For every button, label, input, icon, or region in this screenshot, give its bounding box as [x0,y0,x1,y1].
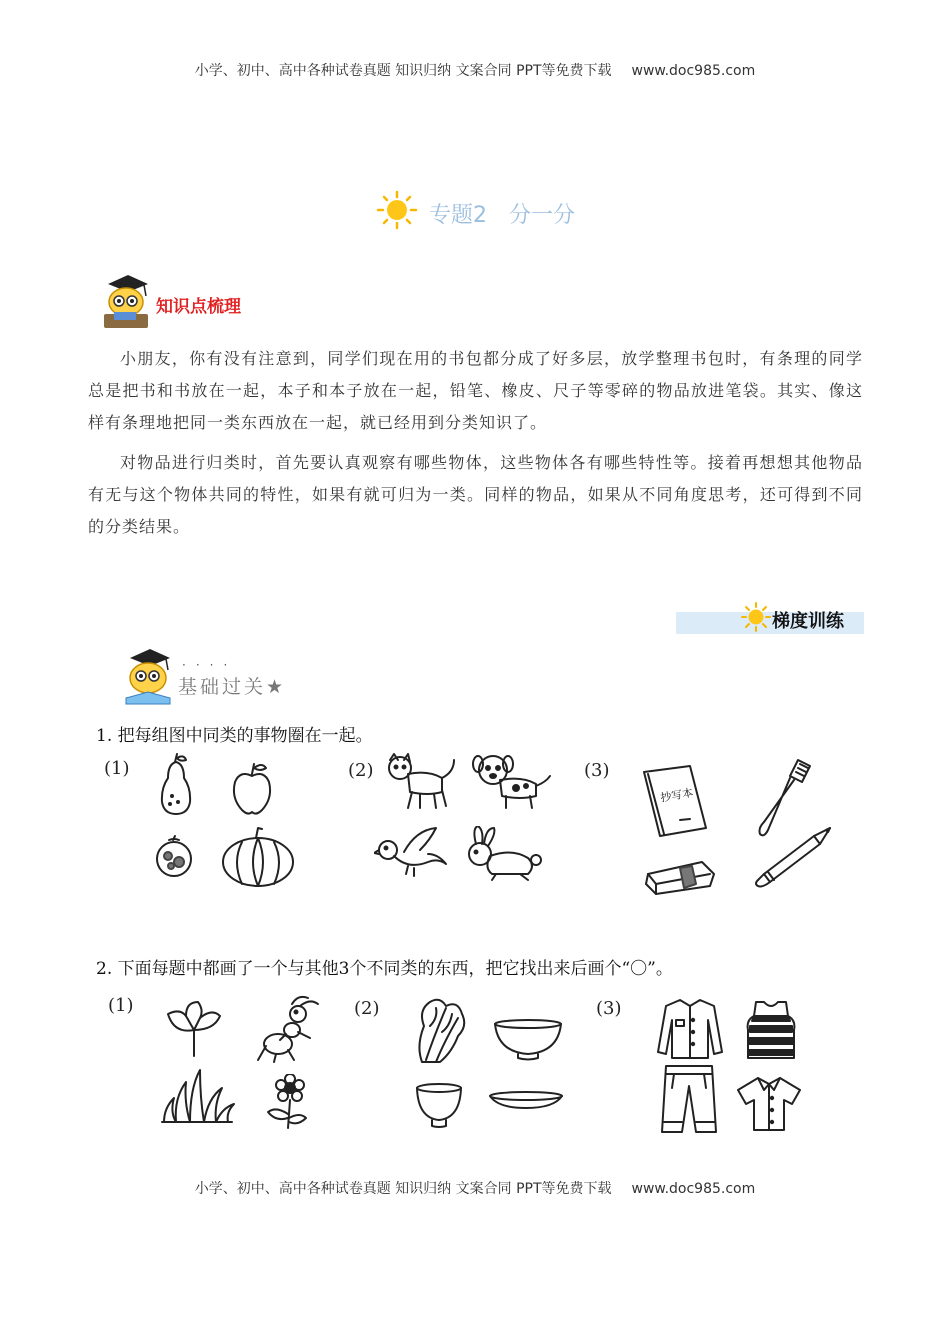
apple-icon[interactable] [230,762,274,816]
rabbit-icon[interactable] [462,826,548,882]
question-2: 2. 下面每题中都画了一个与其他3个不同类的东西，把它找出来后画个“〇”。 [96,959,673,979]
title-name: 分一分 [508,202,575,228]
pear-icon[interactable] [158,752,194,818]
striped-vest-icon[interactable] [744,1000,798,1060]
flower-icon[interactable] [264,1074,312,1130]
basic-label-text: 基础过关★ [178,675,287,698]
q1-group-3-label: (3) [584,760,610,781]
knowledge-header [100,272,241,336]
knowledge-paragraph-2: 对物品进行归类时，首先要认真观察有哪些物体，这些物体各有哪些特性等。接着再想想其他物品有无与这个物体共同的特性，如果有就可归为一类。同样的物品，如果从不同角度思考，还可得到不同的分类结果。 [88,453,863,536]
basic-header [120,646,286,712]
long-sleeve-shirt-icon[interactable] [656,996,724,1060]
cat-icon[interactable] [384,752,458,812]
question-1: 1. 把每组图中同类的事物圈在一起。 [96,726,373,746]
page-header [0,60,950,80]
cabbage-icon[interactable] [412,996,468,1066]
q2-group-1-label: (1) [108,995,134,1016]
bird-icon[interactable] [374,826,448,878]
bowl-large-icon[interactable] [492,1018,564,1062]
footer-text: 小学、初中、高中各种试卷真题 知识归纳 文案合同 PPT等免费下载 [194,1181,612,1197]
q1-group-1-label: (1) [104,758,130,779]
notebook-label: 抄写本 [659,786,695,805]
knowledge-paragraph-1: 小朋友，你有没有注意到，同学们现在用的书包都分成了好多层，放学整理书包时，有条理的同学总是把书和书放在一起，本子和本子放在一起，铅笔、橡皮、尺子等零碎的物品放进笔袋。其实、像这样有条理地把同一类东西放在一起，就已经用到分类知识了。 [88,349,863,432]
page-title [0,190,950,236]
sun-small-icon [740,602,772,637]
bowl-small-icon[interactable] [414,1082,464,1130]
notebook-icon[interactable] [640,764,710,840]
pencil-icon[interactable] [750,826,832,888]
q2-group-3-label: (3) [596,998,622,1019]
page-footer [0,1178,950,1198]
knowledge-label: 知识点梳理 [156,296,241,317]
dog-icon[interactable] [470,752,552,812]
header-url[interactable]: www.doc985.com [631,63,756,79]
q2-group-2-label: (2) [354,998,380,1019]
owl-reading-icon [120,646,176,712]
training-header [740,602,844,637]
trousers-icon[interactable] [660,1064,718,1134]
ant-icon[interactable] [252,994,324,1064]
sun-icon [375,190,419,236]
orange-icon[interactable] [153,834,195,878]
header-text: 小学、初中、高中各种试卷真题 知识归纳 文案合同 PPT等免费下载 [194,63,612,79]
basic-label [178,657,287,699]
plate-icon[interactable] [488,1090,564,1114]
short-sleeve-shirt-icon[interactable] [736,1074,802,1132]
pumpkin-icon[interactable] [220,826,296,888]
training-label: 梯度训练 [772,610,844,632]
basic-dots: ···· [182,657,238,672]
footer-url[interactable]: www.doc985.com [631,1181,756,1197]
eraser-icon[interactable] [644,856,718,896]
q1-group-2-label: (2) [348,760,374,781]
leaf-icon[interactable] [164,1000,224,1058]
grass-icon[interactable] [160,1068,236,1124]
owl-scholar-icon [100,272,152,336]
title-prefix: 专题2 [428,202,487,228]
